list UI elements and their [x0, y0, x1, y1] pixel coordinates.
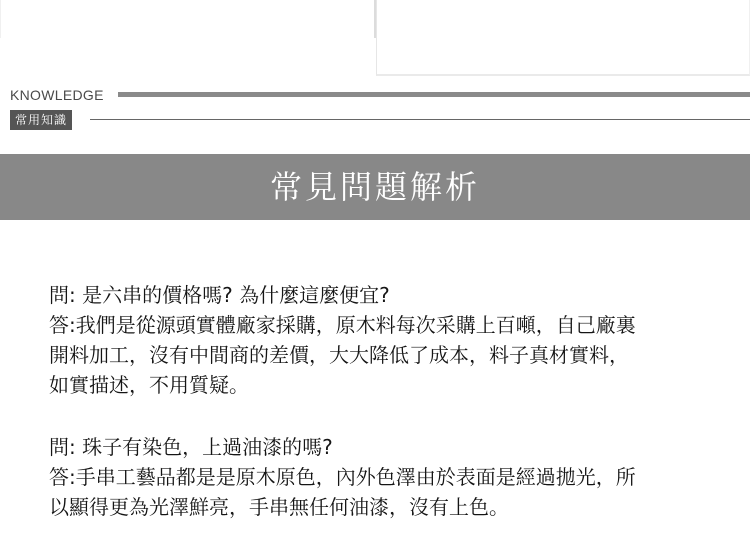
faq-answer-line: 答:我們是從源頭實體廠家採購，原木料每次采購上百噸，自己廠裏 — [49, 313, 636, 337]
common-knowledge-badge: 常用知識 — [10, 110, 72, 130]
faq-item — [49, 432, 729, 522]
faq-question: 問: 是六串的價格嗎? 為什麼這麼便宜? — [49, 283, 390, 307]
knowledge-header — [10, 86, 750, 104]
common-knowledge-divider-line — [90, 119, 750, 120]
faq-answer-line: 如實描述，不用質疑。 — [49, 373, 249, 397]
faq-item — [49, 280, 729, 400]
knowledge-divider-bar — [118, 92, 750, 97]
faq-answer-line: 開料加工，沒有中間商的差價，大大降低了成本，料子真材實料， — [49, 343, 629, 367]
faq-spacer — [49, 400, 729, 432]
knowledge-label: KNOWLEDGE — [10, 87, 104, 103]
faq-banner — [0, 154, 750, 220]
faq-section — [49, 280, 729, 522]
top-image-frames — [0, 0, 750, 76]
faq-question: 問: 珠子有染色，上過油漆的嗎? — [49, 435, 333, 459]
faq-answer-line: 答:手串工藝品都是是原木原色，內外色澤由於表面是經過拋光，所 — [49, 465, 636, 489]
common-knowledge-header — [10, 110, 750, 130]
faq-answer-line: 以顯得更為光澤鮮亮，手串無任何油漆，沒有上色。 — [49, 495, 509, 519]
image-frame-right — [376, 0, 750, 76]
page-title: 常見問題解析 — [269, 168, 480, 206]
image-frame-left — [0, 0, 376, 38]
